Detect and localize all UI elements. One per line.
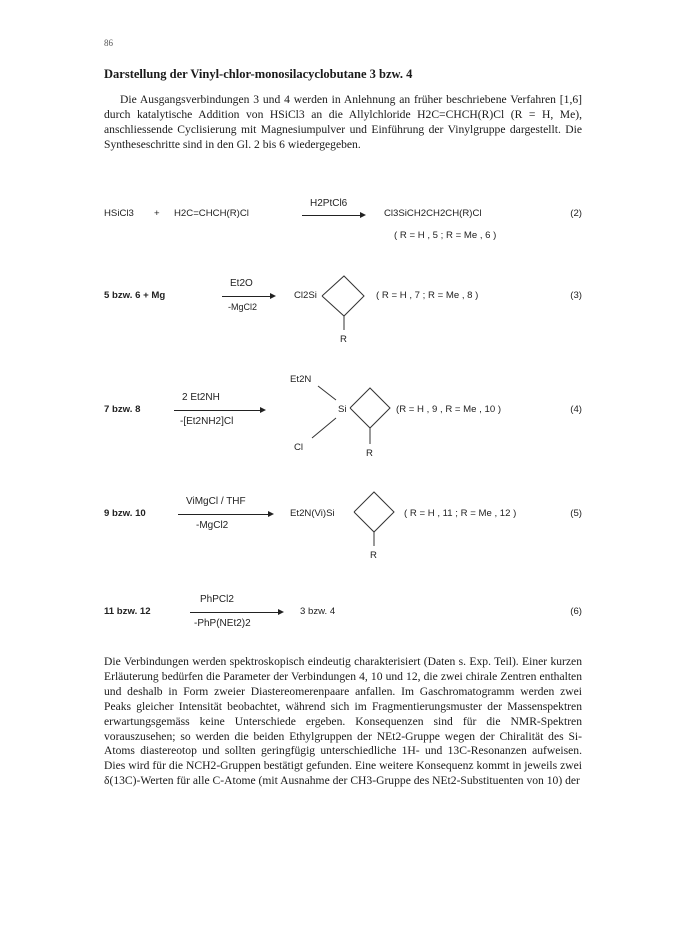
eq3-reactant: 5 bzw. 6 + Mg: [104, 290, 166, 301]
discussion-paragraph: Die Verbindungen werden spektroskopisch eindeutig charakterisiert (Daten s. Exp. Teil). Einer kurzen Erläuterung bedürfen die Parameter der Verbindungen 4, 10 und 12, die zwei chirale Zentren enthalten und deshalb in Form zweier Diastereomerenpaare anfallen. Im Gaschromatogramm werden zwei Peaks gleicher Intensität beobachtet, während sich im Fragmentierungsmuster der Massenspektren erwartungsgemäss keine Unterschiede ergeben. Konsequenzen sind für die NMR-Spektren vorauszusehen; so werden die beiden Ethylgruppen der NEt2-Gruppe wegen der Chiralität des Si-Atoms diastereotop und sollten geringfügig unterschiedliche 1H- und 13C-Resonanzen aufweisen. Dies wird für die NCH2-Gruppen bestätigt gefunden. Eine weitere Konsequenz kommt in jeweils zwei δ(13C)-Werten für alle C-Atome (mit Ausnahme der CH3-Gruppe des NEt2-Substituenten von 10) der: [104, 655, 582, 788]
eq3-reagent-top: Et2O: [230, 278, 253, 289]
eq5-substituent: R: [370, 550, 377, 561]
eq2-arrow: [302, 215, 364, 216]
equation-5: [104, 488, 582, 564]
eq3-cyclobutane-ring: [322, 272, 382, 328]
eq4-atom: Si: [338, 404, 347, 415]
eq6-arrow: [190, 612, 282, 613]
eq6-number: (6): [570, 606, 582, 617]
eq2-reactant1: HSiCl3: [104, 208, 134, 219]
eq5-reagent-bottom: -MgCl2: [196, 520, 229, 531]
eq4-reagent-top: 2 Et2NH: [182, 392, 220, 403]
equation-6: [104, 594, 582, 634]
eq4-number: (4): [570, 404, 582, 415]
eq5-condition: ( R = H , 11 ; R = Me , 12 ): [404, 508, 517, 519]
equation-4: [104, 372, 582, 472]
eq4-condition: (R = H , 9 , R = Me , 10 ): [396, 404, 502, 415]
intro-paragraph: Die Ausgangsverbindungen 3 und 4 werden in Anlehnung an früher beschriebene Verfahren [1,6] durch katalytische Addition von HSiCl3 an die Allylchloride H2C=CHCH(R)Cl (R = H, Me), anschliessende Cyclisierung mit Magnesiumpulver und Einführung der Vinylgruppe dargestellt. Die Syntheseschritte sind in den Gl. 2 bis 6 wiedergegeben.: [104, 93, 582, 151]
eq6-product: 3 bzw. 4: [300, 606, 336, 617]
eq2-reagent: H2PtCl6: [310, 198, 348, 209]
eq2-reactant2: H2C=CHCH(R)Cl: [174, 208, 249, 219]
eq3-reagent-bottom: -MgCl2: [228, 302, 258, 312]
eq4-group-bottom: Cl: [294, 442, 304, 453]
eq6-reactant: 11 bzw. 12: [104, 606, 151, 617]
eq4-arrow: [174, 410, 264, 411]
eq2-product: Cl3SiCH2CH2CH(R)Cl: [384, 208, 482, 219]
eq3-condition: ( R = H , 7 ; R = Me , 8 ): [376, 290, 479, 301]
eq5-arrow: [178, 514, 272, 515]
equation-2: [104, 198, 582, 248]
equation-3: [104, 268, 582, 350]
eq3-product: Cl2Si: [294, 290, 317, 301]
eq5-number: (5): [570, 508, 582, 519]
eq2-plus: +: [154, 208, 160, 219]
section-heading: Darstellung der Vinyl-chlor-monosilacyclobutane 3 bzw. 4: [104, 67, 413, 81]
eq4-substituent: R: [366, 448, 373, 459]
eq2-condition: ( R = H , 5 ; R = Me , 6 ): [394, 230, 497, 241]
eq5-cyclobutane-ring: [354, 490, 414, 550]
page-number: 86: [104, 38, 113, 48]
eq6-reagent-bottom: -PhP(NEt2)2: [194, 618, 251, 629]
eq4-reagent-bottom: -[Et2NH2]Cl: [180, 416, 234, 427]
eq4-group-top: Et2N: [290, 374, 312, 385]
eq5-reagent-top: ViMgCl / THF: [186, 496, 246, 507]
eq3-substituent: R: [340, 334, 347, 345]
eq5-product: Et2N(Vi)Si: [290, 508, 335, 519]
eq4-reactant: 7 bzw. 8: [104, 404, 141, 415]
eq6-reagent-top: PhPCl2: [200, 594, 234, 605]
eq2-number: (2): [570, 208, 582, 219]
eq4-cyclobutane-ring: [300, 386, 410, 456]
eq5-reactant: 9 bzw. 10: [104, 508, 146, 519]
eq3-number: (3): [570, 290, 582, 301]
eq3-arrow: [222, 296, 274, 297]
